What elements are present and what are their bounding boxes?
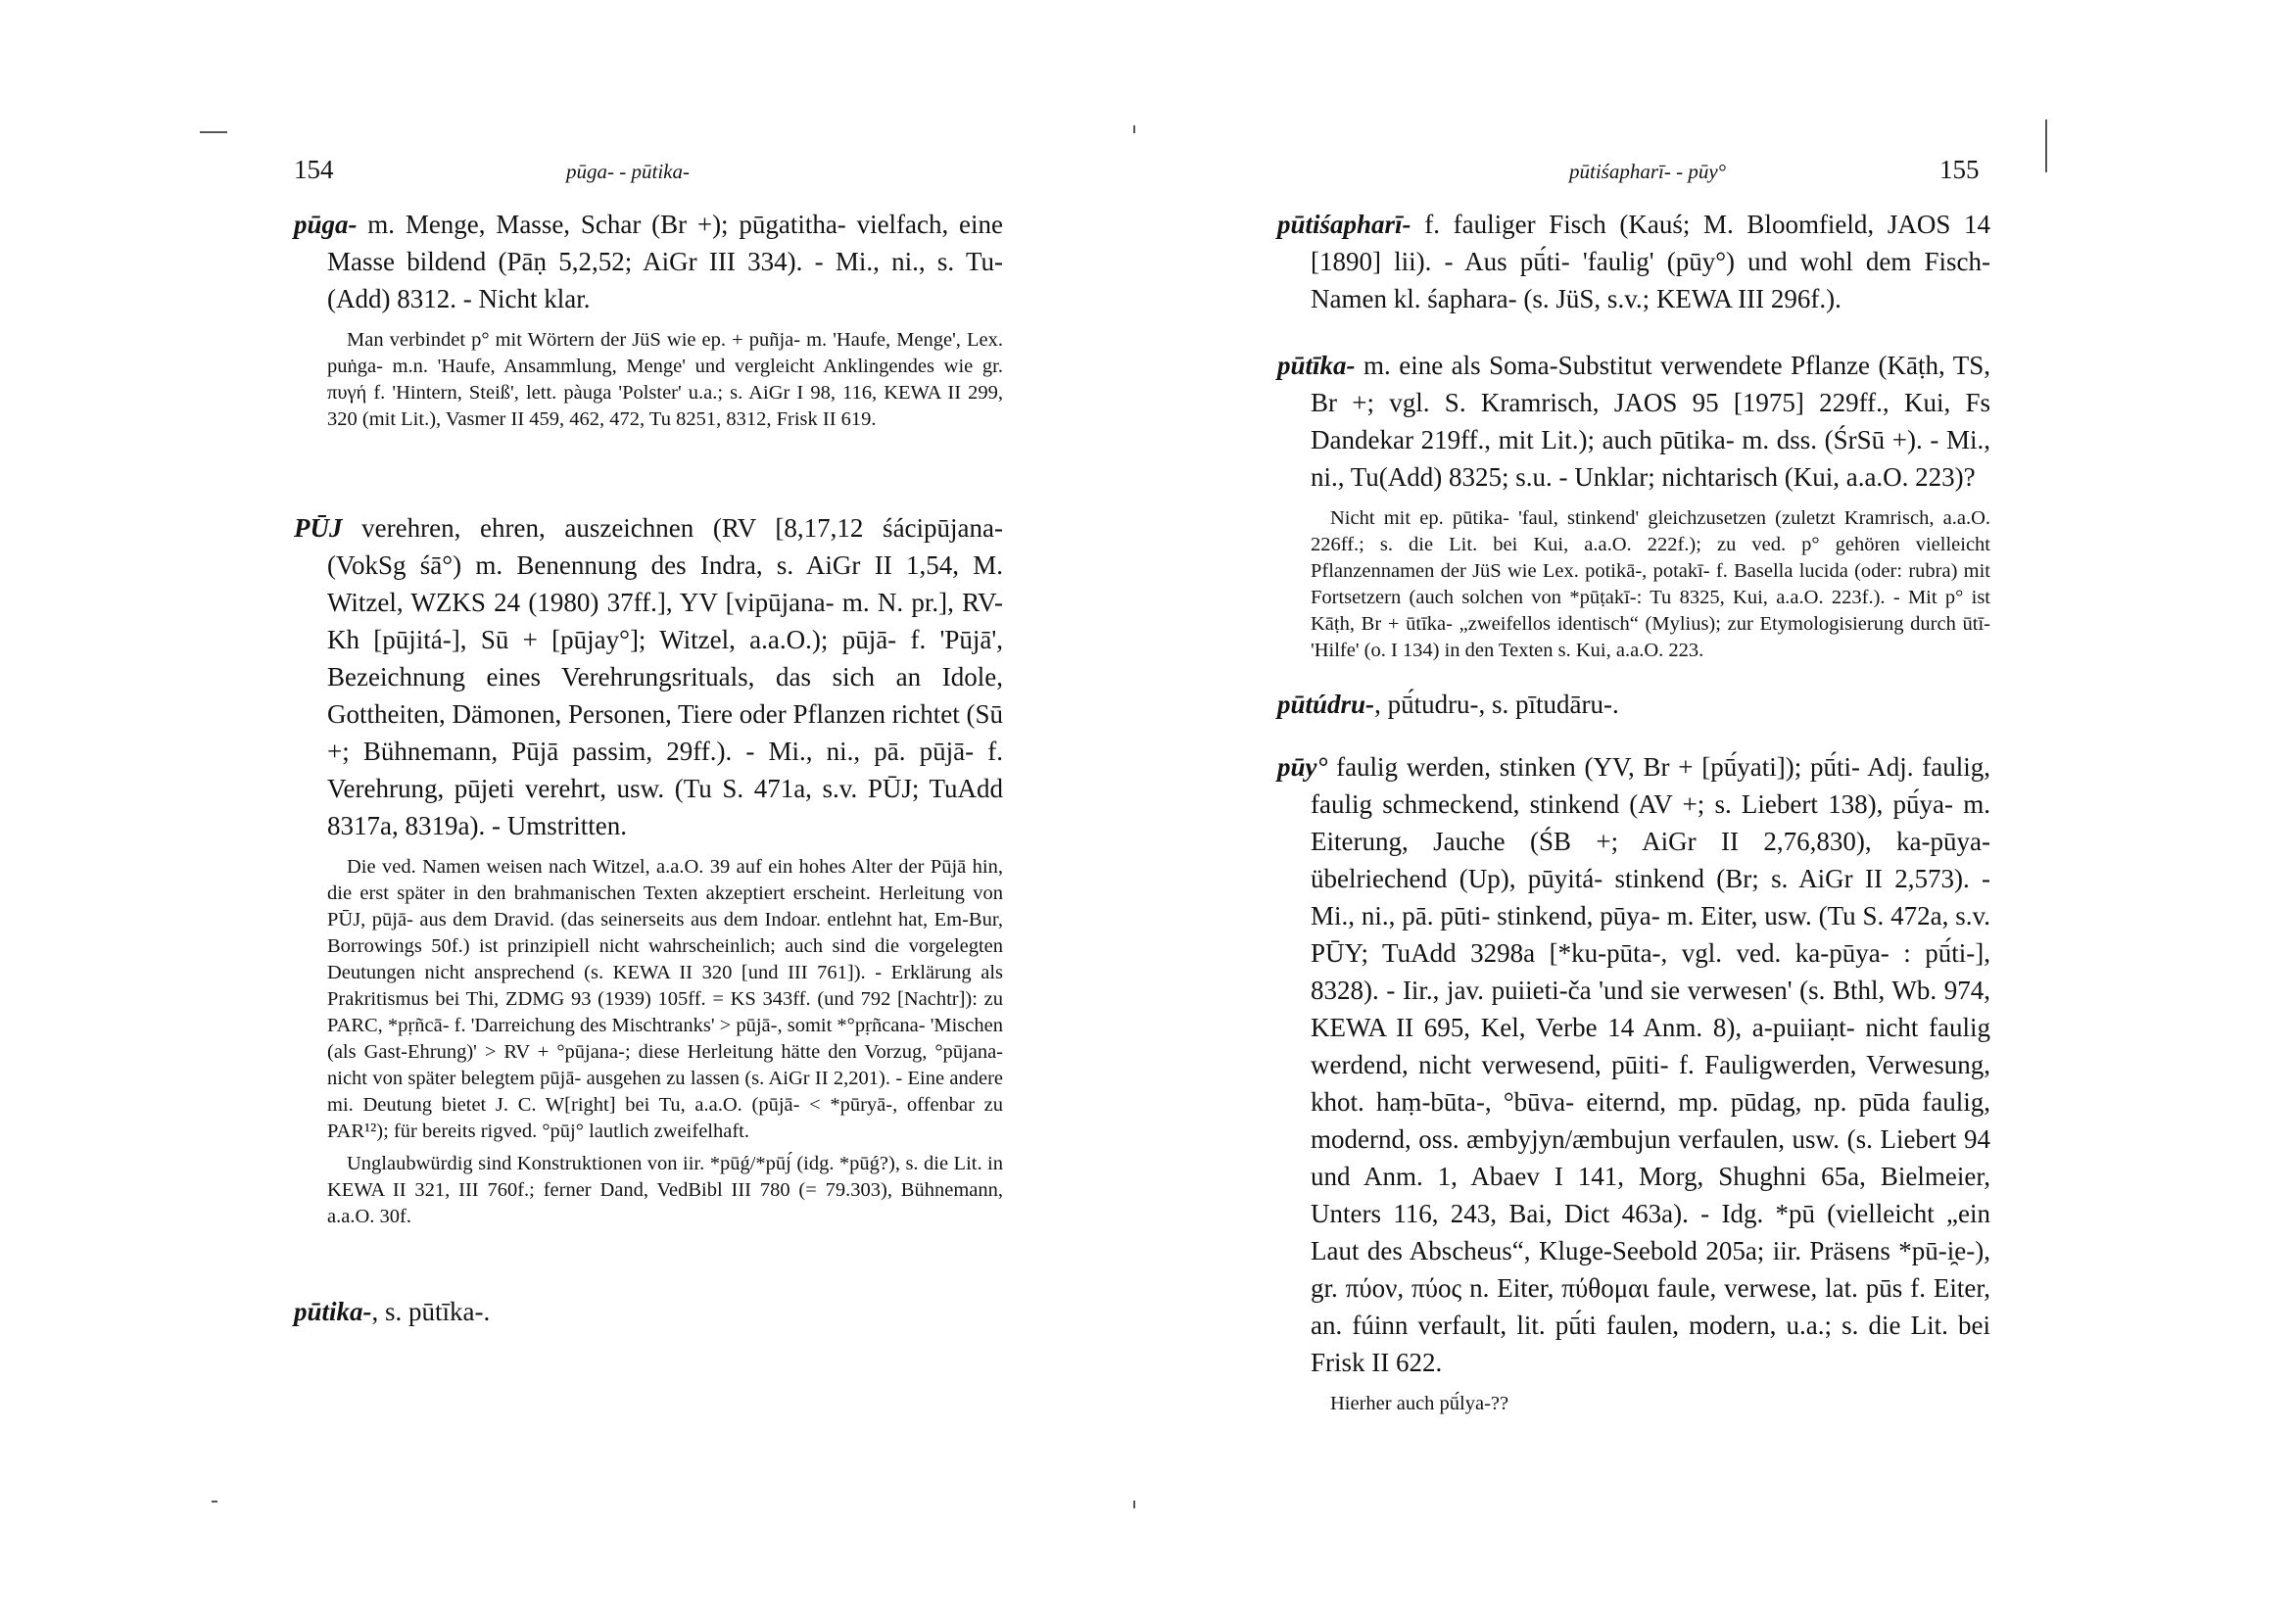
headword: pūtīka- bbox=[1277, 351, 1356, 380]
headword: pūga- bbox=[294, 210, 358, 239]
cross-reference-text: , pū́tudru-, s. pītudāru-. bbox=[1374, 690, 1619, 719]
small-print-note: Hierher auch pū́lya-?? bbox=[1330, 1393, 1509, 1414]
cross-reference-text: , s. pūtīka-. bbox=[371, 1297, 491, 1326]
dictionary-entry bbox=[294, 206, 1003, 317]
headword: PŪJ bbox=[294, 513, 343, 543]
entry-text: m. eine als Soma-Substitut verwendete Pflanze (Kāṭh, TS, Br +; vgl. S. Kramrisch, JAOS 95 [1975] 229ff., Kui, Fs Dandekar 219ff., mit Lit.); auch pūtika- m. dss. (ŚrSū +). - Mi., ni., Tu(Add) 8325; s.u. - Unklar; nichtarisch (Kui, a.a.O. 223)? bbox=[1311, 351, 1990, 492]
page-number: 155 bbox=[1939, 155, 1980, 184]
running-head: pūtiśapharī- - pūy° bbox=[1569, 160, 1727, 183]
running-head: pūga- - pūtika- bbox=[566, 160, 690, 183]
entry-text: faulig werden, stinken (YV, Br + [pū́yati]); pū́ti- Adj. faulig, faulig schmeckend, stinkend (AV +; s. Liebert 138), pū́ya- m. Eiterung, Jauche (ŚB +; AiGr II 2,76,830), ka-pūya- übelriechend (Up), pūyitá- stinkend (Br; s. AiGr II 2,573). - Mi., ni., pā. pūti- stinkend, pūya- m. Eiter, usw. (Tu S. 472a, s.v. PŪY; TuAdd 3298a [*ku-pūta-, vgl. ved. ka-pūya- : pū́ti-], 8328). - Iir., jav. puiieti-ča 'und sie verwesen' (s. Bthl, Wb. 974, KEWA II 695, Kel, Verbe 14 Anm. 8), a-puiiaṇt- nicht faulig werdend, nicht verwesend, pūiti- f. Fauligwerden, Verwesung, khot. haṃ-būta-, °būva- eiternd, mp. pūdag, np. pūda faulig, modernd, oss. æmbyjyn/æmbujun verfaulen, usw. (s. Liebert 94 und Anm. 1, Abaev I 141, Morg, Shughni 65a, Bielmeier, Unters 116, 243, Bai, Dict 463a). - Idg. *pū (vielleicht „ein Laut des Abscheus“, Kluge-Seebold 205a; iir. Präsens *pū-i̯e-), gr. πύον, πύος n. Eiter, πύθομαι faule, verwese, lat. pūs f. Eiter, an. fúinn verfault, lit. pū́ti faulen, modern, u.a.; s. die Lit. bei Frisk II 622. bbox=[1311, 752, 1991, 1377]
small-print-note: Nicht mit ep. pūtika- 'faul, stinkend' gleichzusetzen (zuletzt Kramrisch, a.a.O. 226ff.; s. die Lit. bei Kui, a.a.O. 222f.); zu ved. p° gehören vielleicht Pflanzennamen der JüS wie Lex. potikā-, potakī- f. Basella lucida (oder: rubra) mit Fortsetzern (auch solchen von *pūṭakī-: Tu 8325, Kui, a.a.O. 223f.). - Mit p° ist Kāṭh, Br + ūtīka- „zweifellos identisch“ (Mylius); zur Etymologisierung durch ūtī- 'Hilfe' (o. I 134) in den Texten s. Kui, a.a.O. 223. bbox=[1311, 507, 1990, 661]
headword: pūtiśapharī- bbox=[1277, 210, 1411, 239]
dictionary-entry bbox=[294, 509, 1003, 844]
headword: pūtúdru- bbox=[1277, 690, 1375, 719]
headword: pūtika- bbox=[294, 1297, 372, 1326]
entry-text: m. Menge, Masse, Schar (Br +); pūgatitha- vielfach, eine Masse bildend (Pāṇ 5,2,52; AiGr III 334). - Mi., ni., s. Tu-(Add) 8312. - Nicht klar. bbox=[327, 210, 1004, 313]
small-print-note: Man verbindet p° mit Wörtern der JüS wie ep. + puñja- m. 'Haufe, Menge', Lex. puṅga- m.n. 'Haufe, Ansammlung, Menge' und vergleicht Anklingendes wie gr. πυγή f. 'Hintern, Steiß', lett. pàuga 'Polster' u.a.; s. AiGr I 98, 116, KEWA II 299, 320 (mit Lit.), Vasmer II 459, 462, 472, Tu 8251, 8312, Frisk II 619. bbox=[327, 329, 1003, 430]
right-page bbox=[1148, 0, 2296, 1622]
dictionary-entry bbox=[1277, 347, 1990, 496]
small-print-note: Die ved. Namen weisen nach Witzel, a.a.O. 39 auf ein hohes Alter der Pūjā hin, die erst später in den brahmanischen Texten akzeptiert erscheint. Herleitung von PŪJ, pūjā- aus dem Dravid. (das seinerseits aus dem Indoar. entlehnt hat, Em-Bur, Borrowings 50f.) ist prinzipiell nicht wahrscheinlich; auch sind die vorgelegten Deutungen nicht ansprechend (s. KEWA II 320 [und III 761]). - Erklärung als Prakritismus bei Thi, ZDMG 93 (1939) 105ff. = KS 343ff. (und 792 [Nachtr]): zu PARC, *pṛñcā- f. 'Darreichung des Mischtranks' > pūjā-, somit *°pṛñcana- 'Mischen (als Gast-Ehrung)' > RV + °pūjana-; diese Herleitung hätte den Vorzug, °pūjana- nicht von später belegtem pūjā- ausgehen zu lassen (s. AiGr II 2,201). - Eine andere mi. Deutung bietet J. C. W[right] bei Tu, a.a.O. (pūjā- < *pūryā-, offenbar zu PAR¹²); für bereits rigved. °pūj° lautlich zweifelhaft. bbox=[327, 856, 1003, 1142]
cross-reference-entry bbox=[294, 1293, 1003, 1330]
text-column bbox=[294, 206, 1003, 1330]
headword: pūy° bbox=[1277, 752, 1328, 782]
small-print-note: Unglaubwürdig sind Konstruktionen von iir. *pūǵ/*pūj́ (idg. *pūǵ?), s. die Lit. in KEWA II 321, III 760f.; ferner Dand, VedBibl III 780 (= 79.303), Bühnemann, a.a.O. 30f. bbox=[327, 1153, 1003, 1227]
cross-reference-entry bbox=[1277, 686, 1990, 723]
text-column bbox=[1277, 206, 1990, 1417]
entry-text: f. fauliger Fisch (Kauś; M. Bloomfield, JAOS 14 [1890] lii). - Aus pū́ti- 'faulig' (pūy°) und wohl dem Fisch-Namen kl. śaphara- (s. JüS, s.v.; KEWA III 296f.). bbox=[1311, 210, 1990, 313]
page-number: 154 bbox=[294, 155, 334, 184]
dictionary-entry bbox=[1277, 748, 1990, 1381]
entry-text: verehren, ehren, auszeichnen (RV [8,17,12 śácipūjana- (VokSg śā°) m. Benennung des Indra, s. AiGr II 1,54, M. Witzel, WZKS 24 (1980) 37ff.], YV [vipūjana- m. N. pr.], RV-Kh [pūjitá-], Sū + [pūjay°]; Witzel, a.a.O.); pūjā- f. 'Pūjā', Bezeichnung eines Verehrungsrituals, das sich an Idole, Gottheiten, Dämonen, Personen, Tiere oder Pflanzen richtet (Sū +; Bühnemann, Pūjā passim, 29ff.). - Mi., ni., pā. pūjā- f. Verehrung, pūjeti verehrt, usw. (Tu S. 471a, s.v. PŪJ; TuAdd 8317a, 8319a). - Umstritten. bbox=[327, 513, 1003, 840]
dictionary-entry bbox=[1277, 206, 1990, 317]
